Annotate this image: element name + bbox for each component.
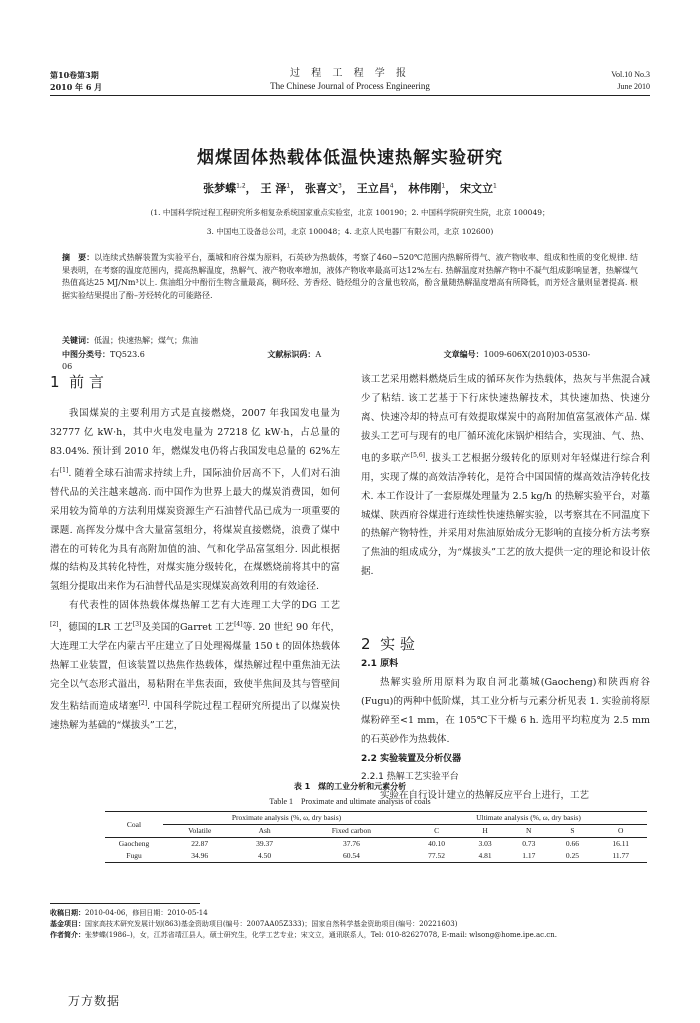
table-cell: 16.11 xyxy=(612,839,629,848)
paragraph-intro-3: 该工艺采用燃料燃烧后生成的循环灰作为热载体，热灰与半焦混合减少了粘结. 该工艺基于下行床快速热解技术，其快速加热、快速分离、快速冷却的特点可有效提取煤炭中的高附加值富氢液体产品. 煤拔头工艺可与现有的电厂循环流化床锅炉相结合，实现油、气、热、电的多联产[5,6]. 拔头工艺根据分级转化的原则对年轻煤进行综合利用，实现了煤的高效洁净转化，是符合中国国情的煤高效洁净转化技术. 本工作设计了一套原煤处理量为 2.5 kg/h 的热解实验平台，对藁城煤、陕西府谷煤进行连续性快速热解实验，以考察其在不同温度下的热解产物特性，并采用对焦油原始成分无影响的直接分析方法考察了焦油的组成成分，为“煤拔头”工艺的放大提供一定的理论和设计依据. xyxy=(361,374,650,578)
journal-name-cn: 过 程 工 程 学 报 xyxy=(290,68,410,79)
group-header-proximate: Proximate analysis (%, ω, dry basis) xyxy=(163,812,410,825)
subsection-2-1: 2.1 原料 xyxy=(361,659,399,669)
col-header-o: O xyxy=(594,825,647,838)
paragraph-materials: 热解实验所用原料为取自河北藁城(Gaocheng)和陕西府谷(Fugu)的两种中低阶煤，其工业分析与元素分析见表 1. 实验前将原煤粉碎至<1 mm，在 105℃下干燥 6 h. 选用平均粒度为 2.5 mm 的石英砂作为热载体. xyxy=(361,676,650,745)
volume-en: Vol.10 No.3 xyxy=(611,70,650,79)
table-cell: 39.37 xyxy=(256,839,274,848)
table-caption-cn: 表 1 煤的工业分析和元素分析 xyxy=(293,782,407,791)
left-column xyxy=(50,405,340,736)
section-1-heading: 1 前 言 xyxy=(50,373,104,391)
col-header-volatile: Volatile xyxy=(163,825,236,838)
author: 张梦蝶$^{1,2}$ xyxy=(203,182,246,195)
table-caption-en: Table 1 Proximate and ultimate analysis of coals xyxy=(269,797,431,806)
table-cell: 0.25 xyxy=(551,850,595,863)
watermark-text: 万方数据 xyxy=(68,994,121,1008)
col-header-fixed-carbon: Fixed carbon xyxy=(293,825,410,838)
footnote-dates: 收稿日期：2010-04-06，修回日期：2010-05-14 xyxy=(50,909,208,917)
subsection-2-2: 2.2 实验装置及分析仪器 xyxy=(361,753,462,764)
table-cell: 34.96 xyxy=(163,850,236,863)
cell-coal: Fugu xyxy=(105,850,163,863)
table-cell: 4.81 xyxy=(463,850,507,863)
classification-line xyxy=(62,348,638,373)
footnote-fund: 基金项目：国家高技术研究发展计划(863)基金资助项目(编号：2007AA05Z333)；国家自然科学基金资助项目(编号：20221603) xyxy=(50,920,458,928)
author: 林伟刚$^1$ xyxy=(408,182,446,195)
col-header-s: S xyxy=(551,825,595,838)
table-cell: 0.66 xyxy=(565,839,580,848)
header-volume-cn xyxy=(50,69,102,93)
footnote-author-bio: 作者简介：张梦蝶(1986–)，女，江苏省靖江县人，硕士研究生，化学工艺专业；宋文立，通讯联系人，Tel: 010-82627078, E-mail: wlsong@home.ipe.ac.cn. xyxy=(50,931,557,939)
paragraph-intro-1: 我国煤炭的主要利用方式是直接燃烧，2007 年我国发电量为 32777 亿 kW·h，其中火电发电量为 27218 亿 kW·h，占总量的 83.04%. 预计到 2010 年，燃煤发电仍将占我国发电总量的 62%左右[1]. 随着全球石油需求持续上升，国际油价居高不下，人们对石油替代品的关注越来越高. 而中国作为世界上最大的煤炭消费国，如何采用较为简单的方法利用煤炭资源生产石油替代品已成为一项重要的课题. 高挥发分煤中含大量富氢组分，将煤炭直接燃烧，浪费了煤中潜在的可转化为具有高附加值的油、气和化学品富氢组分. 因此根据煤的结构及其转化特性，对煤实施分级转化，在煤燃烧前将其中的富氢组分提取出来作为石油替代品是实现煤炭高效利用的有效途径. xyxy=(50,408,340,593)
document-code: 文献标识码：A xyxy=(267,349,322,359)
table-cell: 40.10 xyxy=(428,839,446,848)
table-cell: 22.87 xyxy=(191,839,209,848)
abstract xyxy=(62,252,638,302)
col-header-ash: Ash xyxy=(236,825,292,838)
table-cell: 11.77 xyxy=(594,850,647,863)
affiliation-line-2: 3. 中国电工设备总公司，北京 100048；4. 北京人民电器厂有限公司，北京 102600) xyxy=(206,227,494,236)
date-cn: 2010 年 6 月 xyxy=(50,82,103,92)
table-cell: 37.76 xyxy=(342,839,360,848)
keywords-text: 低温；快速热解；煤气；焦油 xyxy=(94,336,198,345)
table-cell: 0.73 xyxy=(522,839,536,848)
author: 张喜文$^3$ xyxy=(305,182,342,195)
subsection-2-2-1: 2.2.1 热解工艺实验平台 xyxy=(361,772,459,783)
author: 王立昌$^4$ xyxy=(356,182,394,195)
affiliation-line-1: (1. 中国科学院过程工程研究所多相复杂系统国家重点实验室，北京 100190；2. 中国科学院研究生院，北京 100049； xyxy=(150,208,550,217)
header-journal xyxy=(200,67,500,93)
article-number: 文章编号：1009-606X(2010)03-0530-06 xyxy=(62,349,591,371)
coal-analysis-table xyxy=(105,811,647,863)
section-2-heading: 2 实 验 xyxy=(361,635,415,653)
abstract-label: 摘 要： xyxy=(62,253,95,262)
paragraph-intro-2: 有代表性的固体热载体煤热解工艺有大连理工大学的DG 工艺[2]，德国的LR 工艺[3]及美国的Garret 工艺[4]等. 20 世纪 90 年代，大连理工大学在内蒙古平庄建立了日处理褐煤量 150 t 的固体热载体热解工业装置，但该装置以热焦作热载体，煤热解过程中重焦油无法完全以气态形式溢出，易粘附在半焦表面，致使半焦间及其与管壁间发生粘结而造成堵塞[2]. 中国科学院过程工程研究所提出了以煤炭快速热解为基础的“煤拔头”工艺， xyxy=(50,600,340,731)
table-cell: 4.50 xyxy=(236,850,292,863)
col-header-n: N xyxy=(507,825,551,838)
author-list: 张梦蝶$^{1,2}$， 王 泽$^1$， 张喜文$^3$， 王立昌$^4$， 林伟刚$^1$， 宋文立$^1$ xyxy=(203,182,497,195)
table-header-row-groups xyxy=(105,812,647,825)
date-en: June 2010 xyxy=(617,82,650,91)
clc-number: 中图分类号：TQ523.6 xyxy=(62,349,145,359)
article-title: 烟煤固体热载体低温快速热解实验研究 xyxy=(197,148,503,168)
table-cell: 60.54 xyxy=(293,850,410,863)
abstract-text: 以连续式热解装置为实验平台，藁城和府谷煤为原料，石英砂为热载体，考察了460~520℃范围内热解所得气、液产物收率、组成和性质的变化规律. 结果表明，在考察的温度范围内，提高热解温度，热解气、液产物收率增加，液体产物收率最高可达12%左右. 热解温度对热解产物中不凝气组成影响显著，热解煤气热值高达25 MJ/Nm³以上. 焦油组分中酚衍生物含量最高，稠环烃、芳香烃、链烃组分的含量也较高，酚含量随热解温度增高有所降低，而芳烃含量则显著提高. 根据实验结果提出了酚–芳烃转化的可能路径. xyxy=(62,253,638,300)
author: 王 泽$^1$ xyxy=(260,182,291,195)
table-row xyxy=(105,838,647,851)
col-header-c: C xyxy=(410,825,463,838)
header-volume-en xyxy=(611,69,650,93)
keywords-label: 关键词： xyxy=(62,335,94,345)
keywords xyxy=(62,334,638,347)
footnote-rule xyxy=(50,903,200,904)
col-header-h: H xyxy=(463,825,507,838)
group-header-ultimate: Ultimate analysis (%, ω, dry basis) xyxy=(410,812,647,825)
table-cell: 1.17 xyxy=(507,850,551,863)
col-header-coal: Coal xyxy=(105,812,163,838)
table-row xyxy=(105,850,647,863)
right-column-top xyxy=(361,371,650,582)
table-header-row xyxy=(105,825,647,838)
author: 宋文立$^1$ xyxy=(460,182,497,195)
table-cell: 3.03 xyxy=(478,839,492,848)
header-rule xyxy=(50,95,650,96)
paragraph-apparatus: 实验在自行设计建立的热解反应平台上进行，工艺 xyxy=(380,790,590,802)
cell-coal: Gaocheng xyxy=(118,839,150,848)
table-cell: 77.52 xyxy=(410,850,463,863)
journal-name-en: The Chinese Journal of Process Engineering xyxy=(270,81,430,91)
volume-cn: 第10卷第3期 xyxy=(50,70,99,80)
